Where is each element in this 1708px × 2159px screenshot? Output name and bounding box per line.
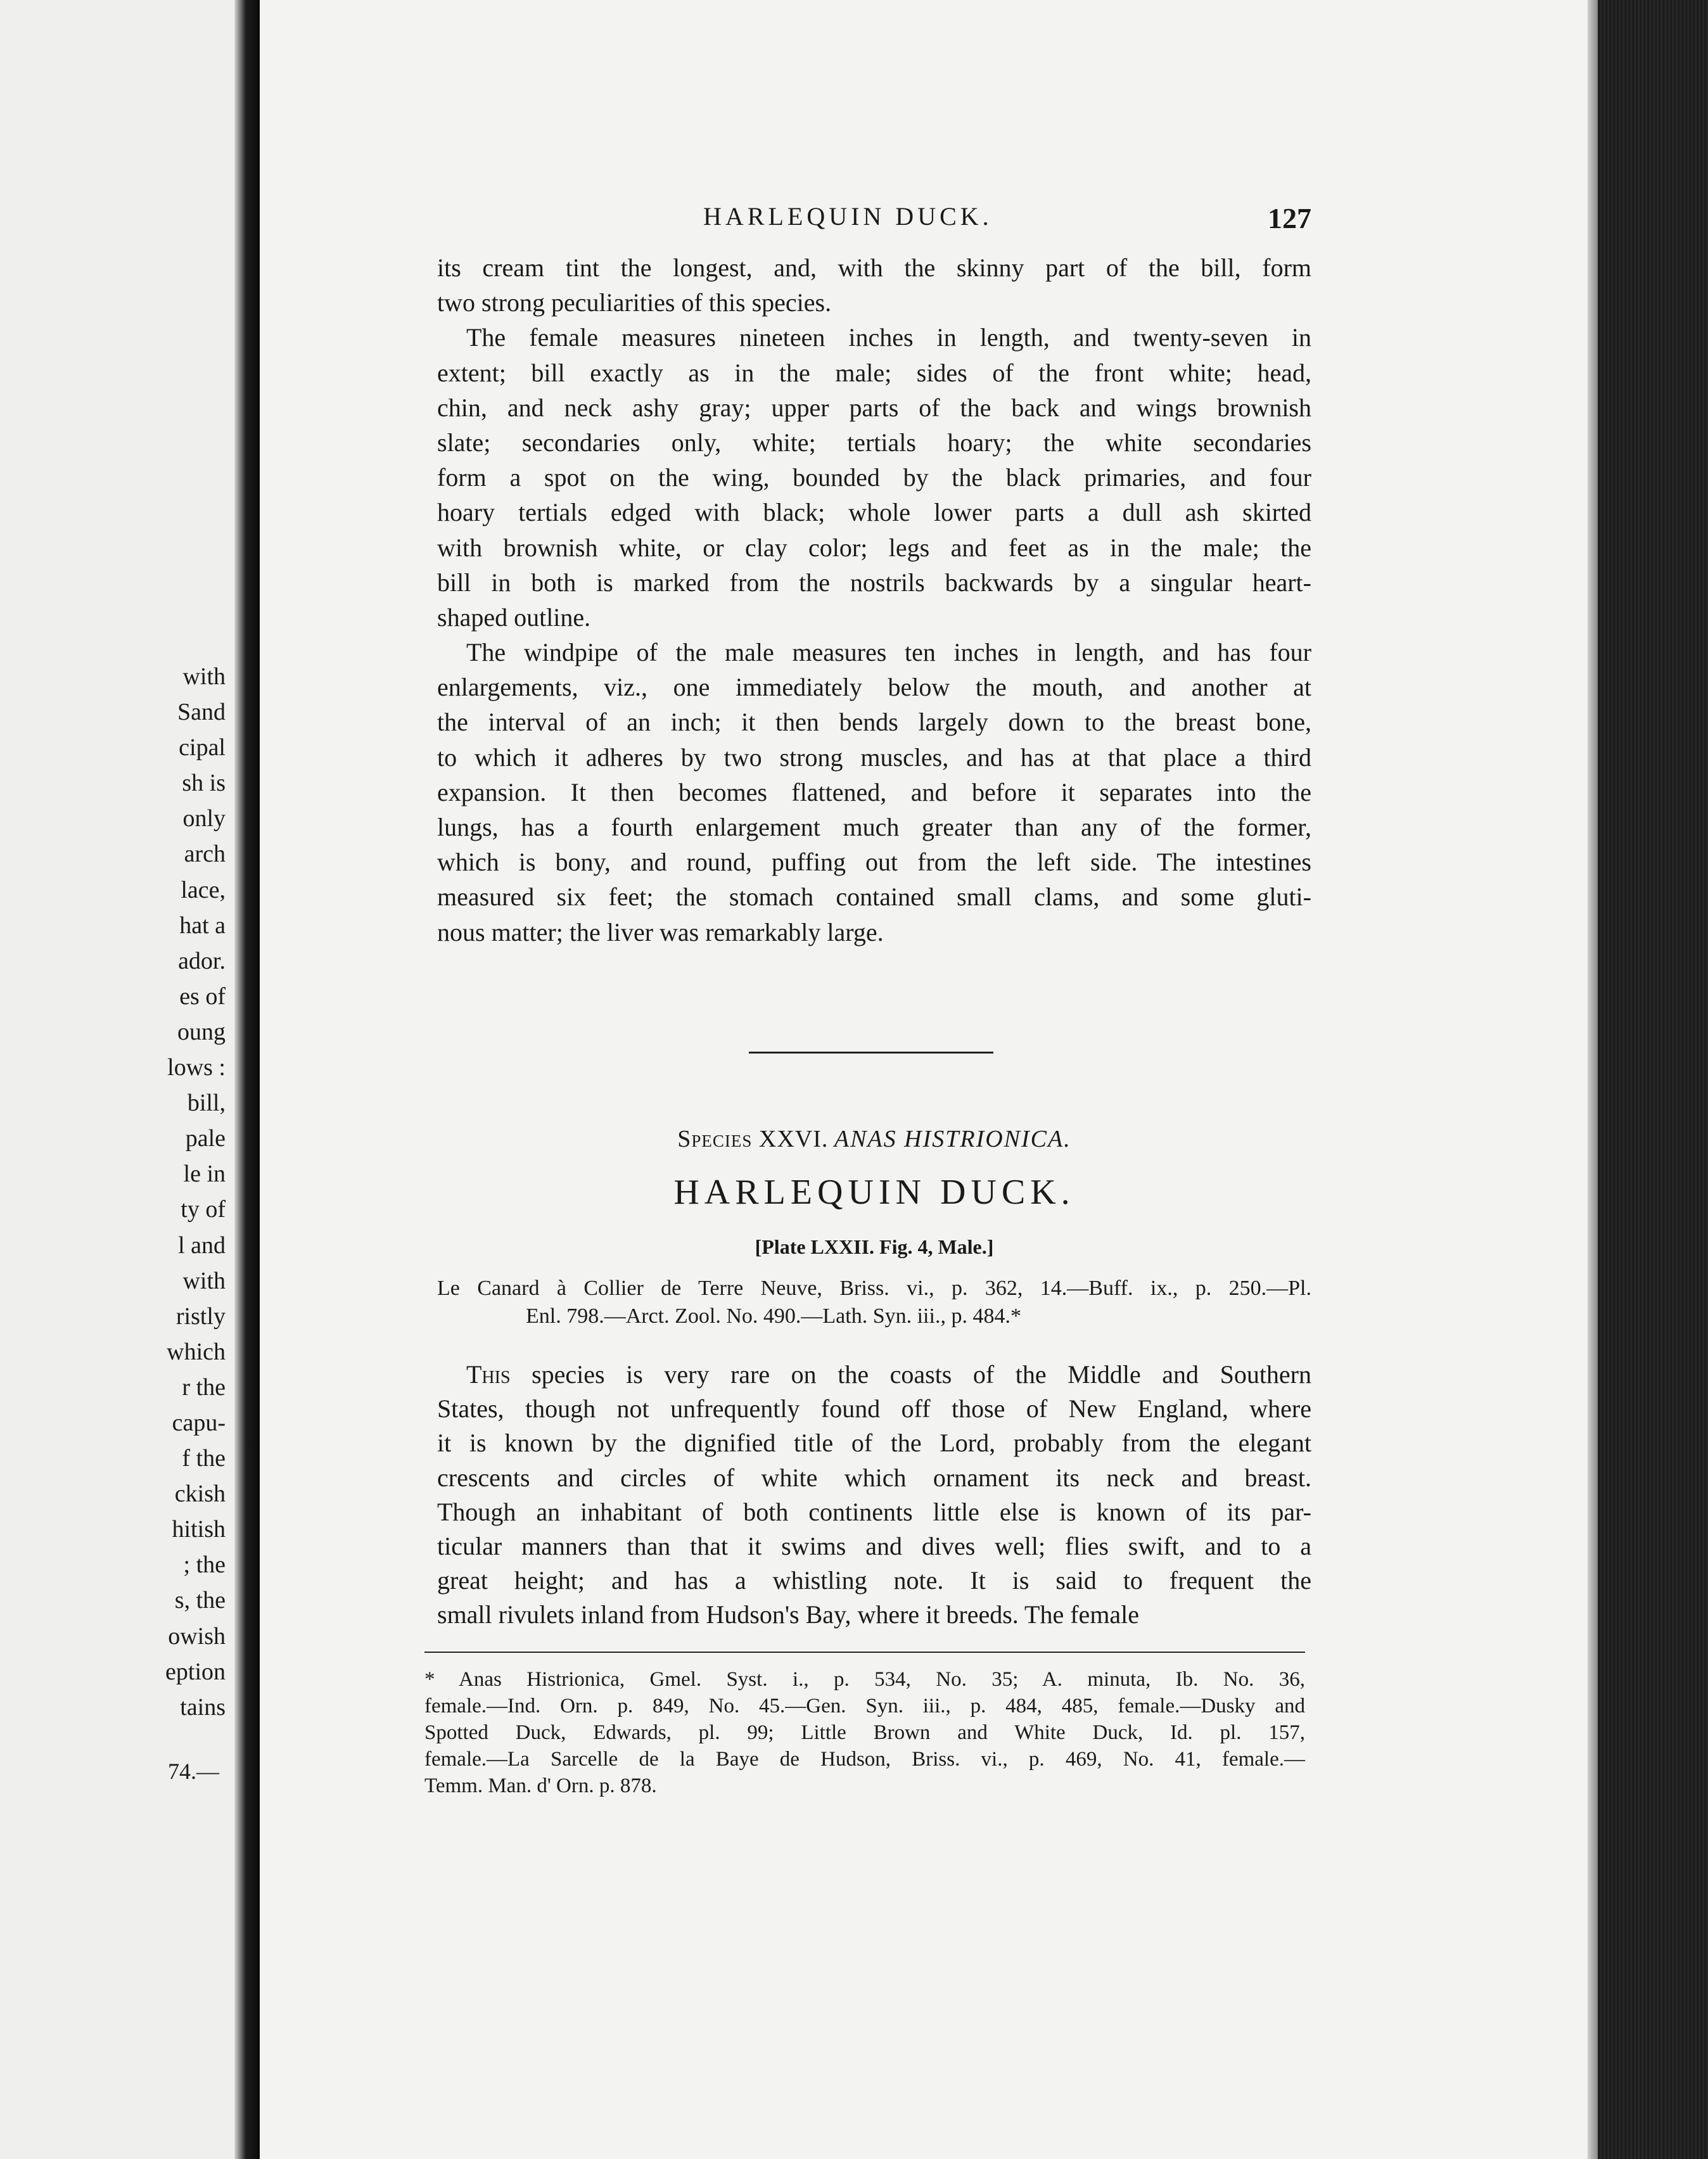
text-line: to which it adheres by two strong muscles, and has at that place a third [437,742,1311,772]
plate-reference: [Plate LXXII. Fig. 4, Male.] [755,1235,994,1258]
footnote-line: female.—Ind. Orn. p. 849, No. 45.—Gen. Syn. iii., p. 484, 485, female.—Dusky and [424,1695,1305,1717]
previous-page-line: ristly [175,1302,226,1330]
footnote-rule [424,1652,1305,1653]
previous-page-line: ty of [181,1196,226,1223]
previous-page-line: pale [185,1125,226,1152]
text-line: ticular manners than that it swims and dives well; flies swift, and to a [437,1531,1311,1560]
footnote-line: * Anas Histrionica, Gmel. Syst. i., p. 534, No. 35; A. minuta, Ib. No. 36, [424,1668,1305,1691]
section-divider [749,1052,993,1054]
footnote-line: Spotted Duck, Edwards, pl. 99; Little Brown and White Duck, Id. pl. 157, [424,1721,1305,1744]
previous-page-line: tains [180,1693,226,1721]
text-line [437,1358,1311,1392]
text-line: enlargements, viz., one immediately below the mouth, and another at [437,673,1311,702]
previous-page-line: le in [183,1161,226,1188]
text-line: shaped outline. [437,602,591,632]
species-common-name: HARLEQUIN DUCK. [673,1173,1075,1212]
previous-page-line: capu- [172,1409,226,1436]
previous-page-fragment [0,0,234,2159]
text-line: extent; bill exactly as in the male; sides of the front white; head, [437,358,1311,387]
previous-page-line: eption [165,1658,226,1685]
previous-page-line: hat a [179,912,226,939]
text-line: it is known by the dignified title of the Lord, probably from the elegant [437,1429,1311,1458]
previous-page-line: arch [184,841,226,868]
text-line: The windpipe of the male measures ten inches in length, and has four [466,638,1311,667]
previous-page-footnote: 74.— [168,1759,219,1784]
previous-page-line: with [182,663,226,690]
text-line: form a spot on the wing, bounded by the black primaries, and four [437,463,1311,492]
previous-page-line: only [182,805,226,832]
text-line: the interval of an inch; it then bends largely down to the breast bone, [437,708,1311,737]
previous-page-line: es of [179,983,226,1010]
first-word: This [466,1360,511,1389]
text-line: States, though not unfrequently found off those of New England, where [437,1394,1311,1423]
opening-text [437,250,1311,950]
paragraph-female-description [437,320,1311,635]
text-line: lungs, has a fourth enlargement much greater than any of the former, [437,813,1311,841]
text-line: which is bony, and round, puffing out from the left side. The intestines [437,848,1311,877]
previous-page-line: bill, [187,1090,226,1117]
footnote-line: Temm. Man. d' Orn. p. 878. [424,1774,657,1797]
synonymy-line: Le Canard à Collier de Terre Neuve, Briss. vi., p. 362, 14.—Buff. ix., p. 250.—Pl. [437,1277,1311,1300]
synonymy [437,1275,1311,1330]
book-gutter [234,0,260,2159]
paragraph-windpipe [437,635,1311,950]
text-line: slate; secondaries only, white; tertials hoary; the white secondaries [437,428,1311,457]
previous-page-line: ador. [178,947,226,974]
previous-page-text [165,659,226,1725]
previous-page-line: with [182,1267,226,1294]
text-line: its cream tint the longest, and, with the skinny part of the bill, form [437,253,1311,282]
text-line: nous matter; the liver was remarkably large. [437,917,884,946]
previous-page-line: which [167,1338,226,1365]
paragraph-continued [437,250,1311,320]
species-body [437,1358,1311,1633]
running-head [437,201,1311,239]
text-line: measured six feet; the stomach contained small clams, and some gluti- [437,882,1311,912]
footnote [424,1666,1305,1799]
previous-page-line: owish [168,1622,226,1650]
text-line: chin, and neck ashy gray; upper parts of the back and wings brownish [437,393,1311,422]
previous-page-line: hitish [172,1516,226,1543]
page-number: 127 [1268,202,1311,234]
previous-page-line: ; the [183,1551,226,1579]
text-line: small rivulets inland from Hudson's Bay, where it breeds. The female [437,1600,1140,1629]
page-edge-highlight [1588,0,1598,2159]
text-line: bill in both is marked from the nostrils backwards by a singular heart- [437,568,1311,597]
text-line: The female measures nineteen inches in length, and twenty-seven in [466,323,1311,352]
species-label: Species XXVI. [677,1126,829,1152]
paragraph-species-intro [437,1358,1311,1633]
footnote-line: female.—La Sarcelle de la Baye de Hudson, Briss. vi., p. 469, No. 41, female.— [424,1748,1305,1771]
text-line: great height; and has a whistling note. It is said to frequent the [437,1566,1311,1595]
previous-page-line: cipal [179,734,226,761]
previous-page-line: f the [182,1445,226,1472]
previous-page-line: r the [182,1373,226,1401]
previous-page-line: s, the [174,1587,226,1614]
previous-page-line: lace, [181,876,226,903]
text-line: two strong peculiarities of this species. [437,288,832,317]
previous-page-line: ckish [174,1481,226,1508]
text-line-rest: species is very rare on the coasts of the Middle and Southern [510,1360,1311,1389]
previous-page-line: Sand [177,699,226,726]
text-line: crescents and circles of white which ornament its neck and breast. [437,1463,1311,1492]
previous-page-line: sh is [182,770,226,797]
text-line: hoary tertials edged with black; whole lower parts a dull ash skirted [437,498,1311,527]
species-latin-name: ANAS HISTRIONICA. [834,1126,1071,1152]
book-page-edges [1588,0,1708,2159]
running-title: HARLEQUIN DUCK. [703,202,993,231]
text-line: Though an inhabitant of both continents little else is known of its par- [437,1497,1311,1526]
text-line: with brownish white, or clay color; legs and feet as in the male; the [437,533,1311,562]
previous-page-line: l and [178,1232,226,1259]
previous-page-line: oung [177,1018,226,1045]
previous-page-line: lows : [167,1054,226,1081]
species-heading [437,1125,1311,1153]
text-line: expansion. It then becomes flattened, and before it separates into the [437,777,1311,806]
synonymy-line: Enl. 798.—Arct. Zool. No. 490.—Lath. Syn. iii., p. 484.* [526,1304,1021,1328]
